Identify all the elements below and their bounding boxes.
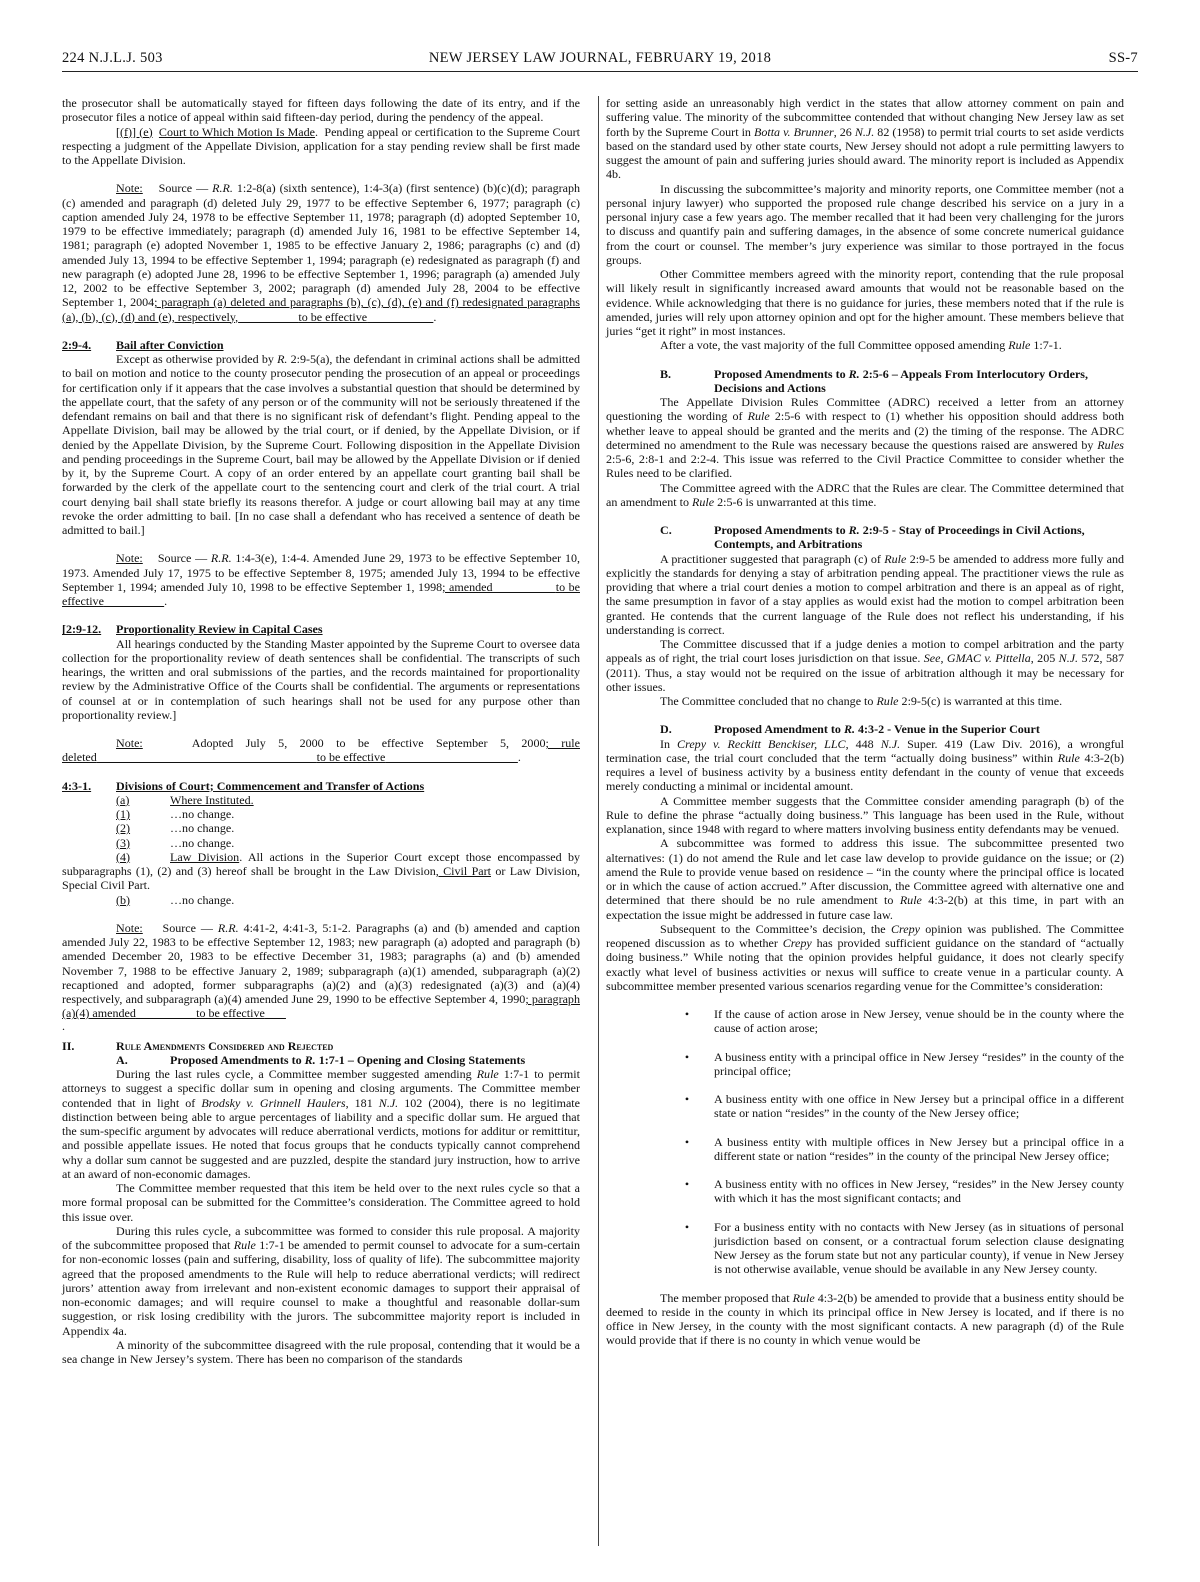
page-number: SS-7 [1108, 50, 1138, 66]
subsection-heading-c: C. Proposed Amendments to R. 2:9-5 - Stay of Proceedings in Civil Actions, Contempts, and Arbitrations [660, 523, 1085, 552]
subsection-heading-b: B. Proposed Amendments to R. 2:5-6 – Appeals From Interlocutory Orders, Decisions and Actions [660, 366, 1089, 395]
subsection-heading-a: A. Proposed Amendments to R. 1:7-1 – Opening and Closing Statements [116, 1052, 526, 1067]
paragraph: Subsequent to the Committee’s decision, the Crepy opinion was published. The Committee reopened discussion as to whether Crepy has provided sufficient guidance on the standard of “actually doing business.” While noting that the opinion provides helpful guidance, it does not clearly specify exactly what level of business activities or nexus will suffice to create venue in a particular county. A subcommittee member presented various scenarios regarding venue for the Committee’s consideration: [606, 921, 1124, 993]
paragraph: for setting aside an unreasonably high verdict in the states that allow attorney comment on pain and suffering value. The minority of the subcommittee contended that without changing New Jersey law as set forth by the Supreme Court in Botta v. Brunner, 26 N.J. 82 (1958) to permit trial courts to set aside verdicts based on the standard used by other state courts, New Jersey should not adopt a rule permitting lawyers to suggest the amount of pain and suffering juries should award. The minority report is included as Appendix 4b. [606, 96, 1124, 182]
paragraph: The member proposed that Rule 4:3-2(b) be amended to provide that a business entity should be deemed to reside in the county in which its principal office in New Jersey is located, and if there is no office in New Jersey, in the county with the most significant contacts. A new paragraph (d) of the Rule would provide that if there is no county in which venue would be [606, 1290, 1124, 1348]
paragraph: During the last rules cycle, a Committee member suggested amending Rule 1:7-1 to permit attorneys to suggest a specific dollar sum in opening and closing arguments. The Committee member contended that in light of Brodsky v. Grinnell Haulers, 181 N.J. 102 (2004), there is no legitimate distinction between being able to argue percentages of liability and a specific dollar sum. He argued that the sum-specific argument by advocates will reduce aberrational verdicts, motions for additur or remittitur, and possible appellate issues. He noted that focus groups that he conducts typically cannot comprehend why a dollar sum cannot be suggested and are puzzled, despite the standard jury instruction, how to arrive at an award of non-economic damages. [62, 1067, 581, 1181]
publication-title: NEW JERSEY LAW JOURNAL, FEBRUARY 19, 2018 [428, 50, 772, 66]
subparagraph: (3) …no change. [116, 835, 235, 850]
subparagraph-law-division: (4) Law Division. All actions in the Superior Court except those encompassed by subparagraphs (1), (2) and (3) hereof shall be brought in the Law Division, Civil Part or Law Division, Special Civil Part. [62, 849, 581, 893]
paragraph: A minority of the subcommittee disagreed with the rule proposal, contending that it would be a sea change in New Jersey’s system. There has been no comparison of the standards [62, 1337, 580, 1366]
paragraph-proportionality: All hearings conducted by the Standing Master appointed by the Supreme Court to oversee data collection for the proportionality review of death sentences shall be confidential. The transcripts of such hearings, the written and oral submissions of the parties, and the records maintained for proportionality review by the Administrative Office of the Courts shall be confidential. The arguments or representations of counsel at or in contemplation of such hearings shall not be used for any purpose other than proportionality review.] [62, 636, 580, 722]
rule-heading-2-9-12: [2:9-12. Proportionality Review in Capital Cases [62, 622, 323, 637]
subparagraph: (b) …no change. [116, 892, 235, 907]
paragraph: Other Committee members agreed with the minority report, contending that the rule proposal will likely result in significantly increased award amounts that would not be reasonable based on the evidence. While acknowledging that there is no guidance for juries, these members noted that if the rule is amended, juries will rely upon attorney opinion and opt for the higher amount. These members believe that juries “get it right” in most instances. [606, 267, 1124, 338]
bullet-item: • A business entity with no offices in New Jersey, “resides” in the New Jersey county with which it has the most significant contacts; and [684, 1177, 1124, 1206]
paragraph: The Committee discussed that if a judge denies a motion to compel arbitration and the party appeals as of right, the trial court loses jurisdiction on that issue. See, GMAC v. Pittella, 205 N.J. 572, 587 (2011). Thus, a stay would not be required on the issue of arbitration although it may be necessary for other issues. [606, 637, 1125, 694]
paragraph: A subcommittee was formed to address this issue. The subcommittee presented two alternatives: (1) do not amend the Rule and let case law develop to provide guidance on the issue; or (2) amend the Rule to provide venue based on residence – “in the county where the principal office is located or in which the cause of action accrued.” After discussion, the Committee agreed with alternative one and determined that there should be no rule amendment to Rule 4:3-2(b) at this time, in part with an expectation the issue might be addressed in future case law. [606, 836, 1125, 922]
paragraph: The Committee agreed with the ADRC that the Rules are clear. The Committee determined that an amendment to Rule 2:5-6 is unwarranted at this time. [606, 480, 1124, 509]
subparagraph: (a) Where Instituted. [116, 792, 254, 807]
paragraph: The Committee concluded that no change to Rule 2:9-5(c) is warranted at this time. [660, 694, 1063, 708]
bullet-item: • A business entity with multiple offices in New Jersey but a principal office in a different state or nation “resides” in the county of the principal New Jersey office; [684, 1134, 1124, 1163]
bullet-item: • A business entity with one office in New Jersey but a principal office in a different state or nation “resides” in the county of the New Jersey office; [684, 1092, 1124, 1121]
paragraph: A practitioner suggested that paragraph (c) of Rule 2:9-5 be amended to address more fully and explicitly the standards for denying a stay of arbitration pending appeal. The practitioner views the rule as providing that where a trial court denies a motion to compel arbitration and there is an appeal as of right, the same presumption in favor of a stay applies as would exist had the motion to compel arbitration been granted. He contends that the current language of the Rule does not reflect his understanding, if his understanding is correct. [606, 551, 1124, 637]
paragraph: A Committee member suggests that the Committee consider amending paragraph (b) of the Rule to define the phrase “actually doing business.” This language has been used in the Rule, without explanation, since 1948 with regard to where matters involving business entity defendants may be venued. [606, 793, 1124, 836]
stray-period: . [62, 1018, 66, 1033]
rule-note: Note: Source — R.R. 1:2-8(a) (sixth sentence), 1:4-3(a) (first sentence) (b)(c)(d); paragraph (c) amended and paragraph (d) deleted July 29, 1977 to be effective September 6, 1977; paragraph (c) caption amended July 24, 1978 to be effective September 11, 1978; paragraph (d) adopted September 10, 1979 to be effective immediately; paragraph (d) amended July 16, 1981 to be effective September 14, 1981; paragraph (e) adopted November 1, 1985 to be effective January 2, 1986; paragraphs (c) and (d) amended July 13, 1994 to be effective September 1, 1994; paragraph (e) redesignated as paragraph (f) and new paragraph (e) adopted June 28, 1996 to be effective September 1, 1996; paragraph (a) amended July 12, 2002 to be effective September 3, 2002; paragraph (d) amended July 28, 2004 to be effective September 1, 2004; paragraph (a) deleted and paragraphs (b), (c), (d), (e) and (f) redesignated paragraphs (a), (b), (c), (d) and (e), respectively, to be effective . [62, 181, 581, 324]
rule-note: Note: Source — R.R. 1:4-3(e), 1:4-4. Amended June 29, 1973 to be effective September 10, 1973. Amended July 17, 1975 to be effective September 8, 1975; amended July 13, 1994 to be effective September 1, 1994; amended July 10, 1998 to be effective September 1, 1998; amended to be effective . [62, 551, 581, 608]
paragraph: The Committee member requested that this item be held over to the next rules cycle so that a more formal proposal can be submitted for the Committee’s consideration. The Committee agreed to hold this issue over. [62, 1181, 580, 1224]
left-column [62, 96, 580, 1366]
subsection-heading-d: D. Proposed Amendment to R. 4:3-2 - Venue in the Superior Court [660, 722, 1040, 737]
paragraph: the prosecutor shall be automatically stayed for fifteen days following the date of its entry, and if the prosecutor files a notice of appeal within said fifteen-day period, during the pendency of the appeal. [62, 96, 580, 125]
paragraph: After a vote, the vast majority of the full Committee opposed amending Rule 1:7-1. [660, 338, 1062, 353]
subparagraph: (2) …no change. [116, 821, 235, 836]
header-rule [62, 71, 1138, 72]
citation: 224 N.J.L.J. 503 [62, 50, 163, 66]
section-heading-ii: II. Rule Amendments Considered and Rejected [62, 1038, 334, 1053]
paragraph-bail: Except as otherwise provided by R. 2:9-5(a), the defendant in criminal actions shall be admitted to bail on motion and notice to the county prosecutor pending the prosecution of an appeal or proceedings for certification only if it appears that the case involves a substantial question that should be determined by the appellate court, that the safety of any person or of the community will not be seriously threatened if the defendant remains on bail and that there is no significant risk of defendant’s flight. Pending appeal to the Appellate Division, bail may be allowed by the trial court, or if denied, by the Appellate Division, or if denied by the Appellate Division, by the Supreme Court. Following disposition in the Appellate Division and pending proceedings in the Supreme Court, bail may be allowed by the Appellate Division or if denied by it, by the Supreme Court. A copy of an order entered by an appellate court granting bail shall be forwarded by the clerk of the appellate court to the sentencing court and clerk of the trial court. A trial court denying bail shall state briefly its reasons therefor. A judge or court allowing bail may at any time revoke the order admitting to bail. [In no case shall a defendant who has received a sentence of death be admitted to bail.] [62, 352, 580, 537]
paragraph: In discussing the subcommittee’s majority and minority reports, one Committee member (not a personal injury lawyer) who supported the proposed rule change described his service on a jury in a personal injury case a few years ago. The member recalled that it had been very challenging for the jurors to discuss and quantify pain and suffering damages, in the absence of some concrete numerical guidance from the court or counsel. The member’s jury experience was similar to those portrayed in the focus groups. [606, 181, 1124, 267]
bullet-item: • If the cause of action arose in New Jersey, venue should be in the county where the cause of action arose; [684, 1007, 1124, 1036]
subparagraph: (1) …no change. [116, 807, 235, 821]
page-header [62, 50, 1138, 70]
paragraph-court-to-which-motion: [(f)] (e) Court to Which Motion Is Made. Pending appeal or certification to the Supreme Court respecting a judgment of the Appellate Division, application for a stay pending review shall be first made to the Appellate Division. [62, 124, 580, 167]
paragraph: During this rules cycle, a subcommittee was formed to consider this rule proposal. A majority of the subcommittee proposed that Rule 1:7-1 be amended to permit counsel to advocate for a sum-certain for non-economic losses (pain and suffering, disability, loss of quality of life). The subcommittee majority agreed that the proposed amendments to the Rule will help to reduce aberrational verdicts; will redirect jurors’ attention away from irrelevant and non-existent economic damages to support their appraisal of non-economic damages; and will require counsel to make a thoughtful and reasonable dollar-sum suggestion, or risk losing credibility with the jurors. The subcommittee majority report is included in Appendix 4a. [62, 1223, 580, 1338]
column-divider [598, 96, 599, 1546]
rule-heading-2-9-4: 2:9-4. Bail after Conviction [62, 337, 224, 352]
rule-note: Note: Adopted July 5, 2000 to be effective September 5, 2000; rule deleted to be effective . [62, 736, 580, 765]
rule-note: Note: Source — R.R. 4:41-2, 4:41-3, 5:1-2. Paragraphs (a) and (b) amended and caption amended July 22, 1983 to be effective September 12, 1983; new paragraph (a) adopted and paragraph (b) amended December 20, 1983 to be effective December 31, 1983; paragraphs (a) and (b) amended November 7, 1988 to be effective January 2, 1989; subparagraph (a)(1) amended, subparagraph (a)(2) recaptioned and adopted, former subparagraphs (a)(2) and (a)(3) redesignated (a)(3) and (a)(4) respectively, and subparagraph (a)(4) amended June 29, 1990 to be effective September 4, 1990; paragraph (a)(4) amended to be effective [62, 920, 580, 1021]
bullet-item: • A business entity with a principal office in New Jersey “resides” in the county of the principal office; [684, 1049, 1124, 1078]
right-column [606, 96, 1124, 1348]
bullet-item: • For a business entity with no contacts with New Jersey (as in situations of personal jurisdiction based on consent, or a contractual forum selection clause designating New Jersey as the forum state but not any particular county), if venue in New Jersey is not otherwise available, venue should be available in any New Jersey county. [684, 1219, 1124, 1277]
paragraph: In Crepy v. Reckitt Benckiser, LLC, 448 N.J. Super. 419 (Law Div. 2016), a wrongful termination case, the trial court concluded that the term “actually doing business” within Rule 4:3-2(b) requires a level of business activity by a business entity defendant in the county of venue that exceeds merely conducting a minimal or incidental amount. [606, 736, 1125, 794]
rule-heading-4-3-1: 4:3-1. Divisions of Court; Commencement and Transfer of Actions [62, 778, 425, 793]
paragraph: The Appellate Division Rules Committee (ADRC) received a letter from an attorney questioning the wording of Rule 2:5-6 with respect to (1) whether his opposition should address both whether leave to appeal should be granted and the merits and (2) the timing of the response. The ADRC determined no amendment to the Rule was necessary because the questions raised are answered by Rules 2:5-6, 2:8-1 and 2:2-4. This issue was referred to the Civil Practice Committee to consider whether the Rules need to be clarified. [606, 395, 1124, 481]
